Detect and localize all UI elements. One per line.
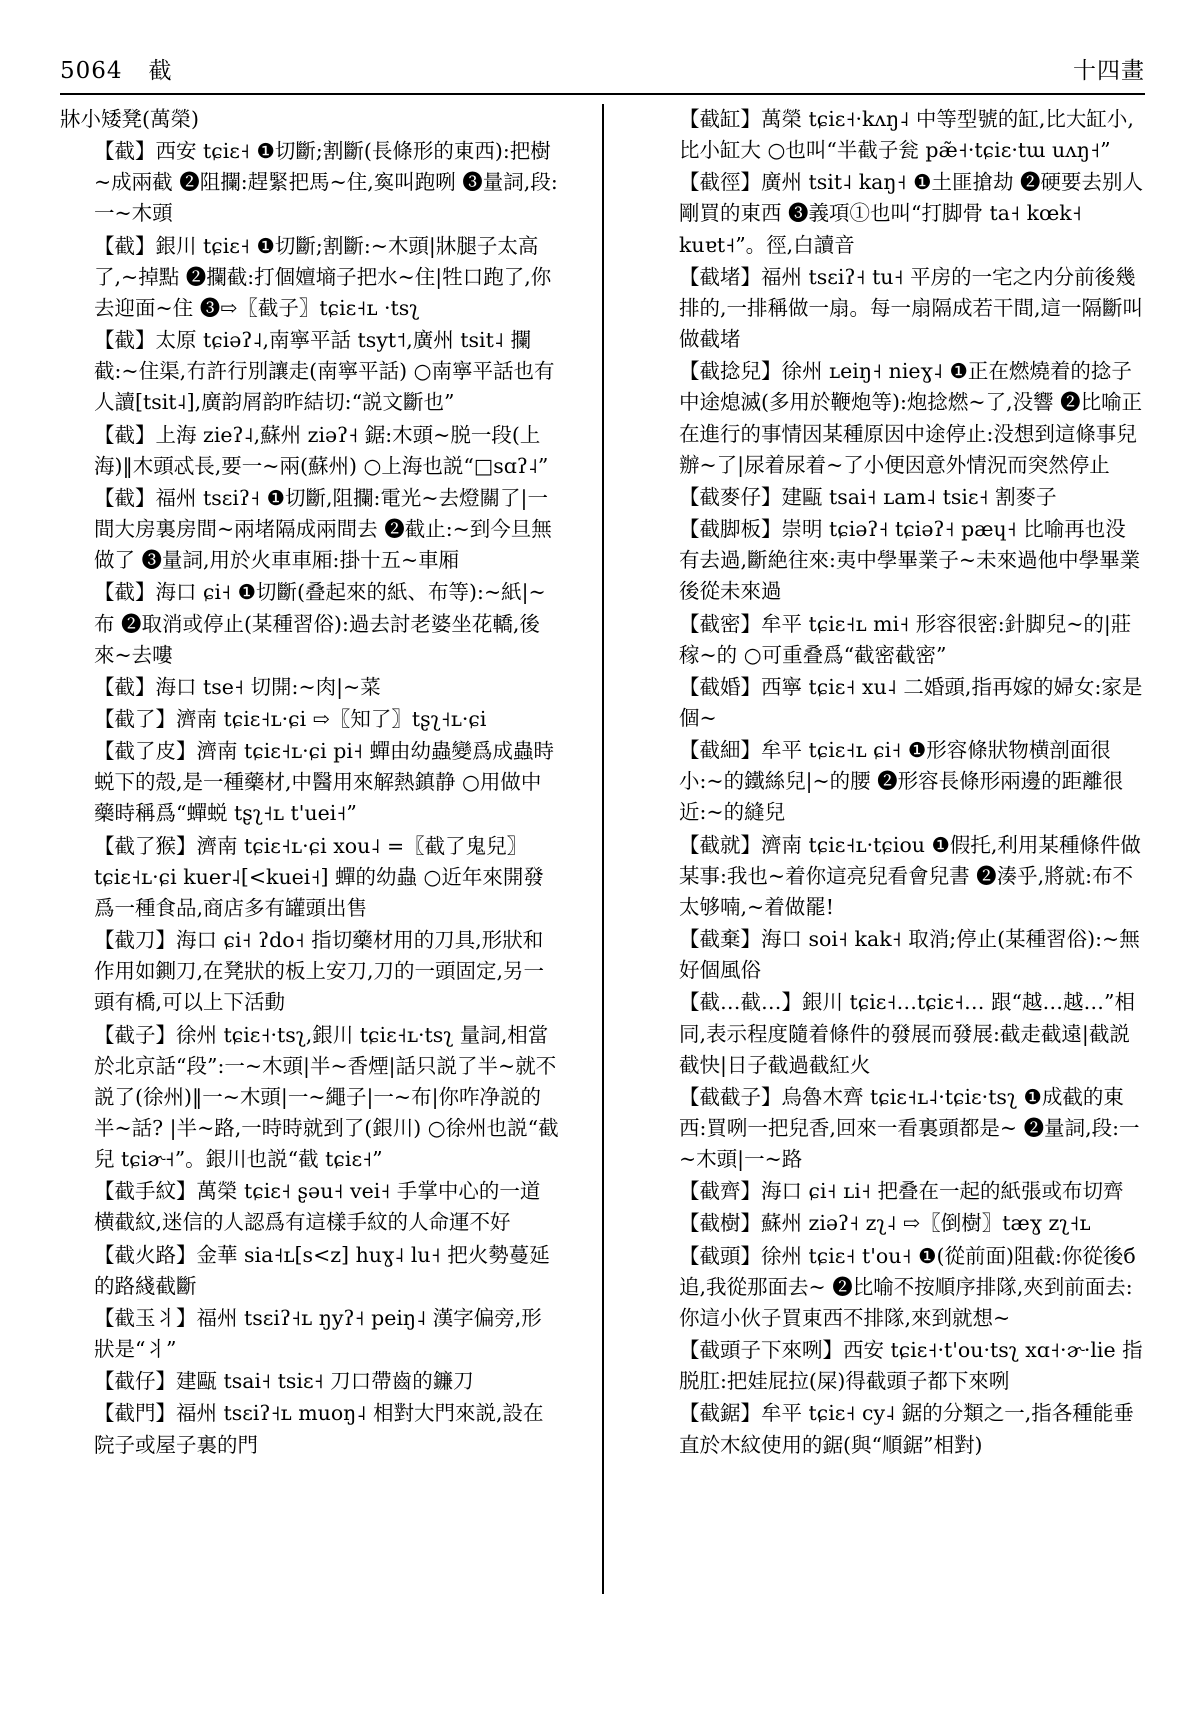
dict-entry: 【截徑】廣州 tsit˨ kaŋ˧ ❶土匪搶劫 ❷硬要去别人剛買的東西 ❸義項①也叫“打脚骨 ta˧ kœk˧ kuɐt˧”。徑,白讀音	[679, 170, 1144, 257]
dict-entry: 【截】上海 zieʔ˨,蘇州 ziəʔ˧ 鋸:木頭~脱一段(上海)‖木頭忒長,要一~兩(蘇州) ○上海也説“□sɑʔ˨”	[94, 422, 549, 478]
dict-entry: 【截火路】金華 sia˧ʟ[s<z] huɣ˨ lu˧ 把火勢蔓延的路綫截斷	[94, 1242, 550, 1298]
dict-entry: 【截刀】海口 ɕi˧ ʔdo˧ 指切藥材用的刀具,形狀和作用如鍘刀,在凳狀的板上安刀,刀的一頭固定,另一頭有橋,可以上下活動	[94, 928, 545, 1015]
dict-entry: 【截…截…】銀川 tɕiɛ˧…tɕiɛ˧… 跟“越…越…”相同,表示程度隨着條件的發展而發展:截走截遠|截説截快|日子截過截紅火	[679, 990, 1136, 1077]
dict-entry: 【截】海口 ɕi˧ ❶切斷(叠起來的紙、布等):~紙|~布 ❷取消或停止(某種習俗):過去討老婆坐花轎,後來~去嘍	[94, 580, 546, 667]
dict-entry: 【截門】福州 tsɛiʔ˧ʟ muoŋ˨ 相對大門來説,設在院子或屋子裏的門	[94, 1401, 544, 1457]
head-character: 截	[148, 58, 173, 84]
dict-entry: 【截了皮】濟南 tɕiɛ˧ʟ·ɕi pi˧ 蟬由幼蟲變爲成蟲時蜕下的殻,是一種藥材,中醫用來解熱鎮静 ○用做中藥時稱爲“蟬蜕 tʂʅ˧ʟ t'uei˧”	[94, 739, 555, 826]
dict-entry: 【截頭子下來咧】西安 tɕiɛ˧·t'ou·tsʅ xɑ˧·ɚ·lie 指脱肛:把娃屁拉(屎)得截頭子都下來咧	[679, 1338, 1143, 1394]
header-rule	[60, 93, 1145, 95]
stroke-count-label: 十四畫	[1073, 58, 1145, 84]
dict-entry: 【截了猴】濟南 tɕiɛ˧ʟ·ɕi xou˨ =〖截了鬼兒〗tɕiɛ˧ʟ·ɕi kuer˨[<kuei˧] 蟬的幼蟲 ○近年來開發爲一種食品,商店多有罐頭出售	[94, 833, 544, 920]
dict-entry: 【截了】濟南 tɕiɛ˧ʟ·ɕi ⇨〖知了〗tʂʅ˧ʟ·ɕi	[94, 706, 487, 731]
dict-entry: 【截缸】萬榮 tɕiɛ˧·kʌŋ˨ 中等型號的缸,比大缸小,比小缸大 ○也叫“半截子瓮 pæ̃˧·tɕiɛ·tɯ uʌŋ˧”	[679, 107, 1134, 163]
column-divider	[602, 104, 604, 1594]
dict-entry: 【截】海口 tse˧ 切開:~肉|~菜	[94, 674, 381, 699]
dict-entry: 【截齊】海口 ɕi˧ ʟi˧ 把叠在一起的紙張或布切齊	[679, 1179, 1124, 1204]
dict-entry: 【截麥仔】建甌 tsai˧ ʟam˨ tsiɛ˧ 割麥子	[679, 484, 1057, 509]
dict-entry: 【截捻兒】徐州 ʟeiŋ˧ nieɣ˨ ❶正在燃燒着的捻子中途熄滅(多用於鞭炮等):炮捻燃~了,没響 ❷比喻正在進行的事情因某種原因中途停止:没想到這條事兒辦~了|尿着尿着~了小便因意外情況而突然停止	[679, 359, 1143, 477]
dict-entry: 【截密】牟平 tɕiɛ˧ʟ mi˧ 形容很密:針脚兒~的|莊稼~的 ○可重叠爲“截密截密”	[679, 611, 1132, 667]
dict-entry: 【截手紋】萬榮 tɕiɛ˧ ʂəu˧ vei˧ 手掌中心的一道横截紋,迷信的人認爲有這樣手紋的人命運不好	[94, 1179, 541, 1235]
dict-entry: 【截】福州 tsɛiʔ˧ ❶切斷,阻攔:電光~去燈關了|一間大房裏房間~兩堵隔成兩間去 ❷截止:~到今旦無做了 ❸量詞,用於火車車厢:掛十五~車厢	[94, 485, 552, 573]
continuation-line: 牀小矮凳(萬榮)	[60, 107, 199, 131]
dict-entry: 【截婚】西寧 tɕiɛ˧ xu˨ 二婚頭,指再嫁的婦女:家是個~	[679, 674, 1143, 730]
right-column	[645, 104, 1145, 1664]
page-number: 5064	[60, 58, 123, 84]
dict-entry: 【截玉丬】福州 tsɛiʔ˧ʟ ŋyʔ˧ peiŋ˨ 漢字偏旁,形狀是“丬”	[94, 1305, 542, 1362]
dict-entry: 【截】太原 tɕiəʔ˨,南寧平話 tsyt˦,廣州 tsit˨ 攔截:~住渠,冇許行別讓走(南寧平話) ○南寧平話也有人讀[tsit˨],廣韵屑韵昨結切:“説文斷也”	[94, 328, 555, 415]
dict-entry: 【截】西安 tɕiɛ˧ ❶切斷;割斷(長條形的東西):把樹~成兩截 ❷阻攔:趕緊把馬~住,寏叫跑咧 ❸量詞,段:一~木頭	[94, 139, 558, 226]
dict-entry: 【截樹】蘇州 ziəʔ˧ zʅ˨ ⇨〖倒樹〗tæɣ zʅ˧ʟ	[679, 1211, 1091, 1236]
left-column	[60, 104, 560, 1664]
dict-entry: 【截截子】烏魯木齊 tɕiɛ˧ʟ˨·tɕiɛ·tsʅ ❶成截的東西:買咧一把兒香,回來一看裏頭都是~ ❷量詞,段:一~木頭|一~路	[679, 1084, 1140, 1172]
dict-entry: 【截細】牟平 tɕiɛ˧ʟ ɕi˧ ❶形容條狀物横剖面很小:~的鐵絲兒|~的腰 ❷形容長條形兩邊的距離很近:~的縫兒	[679, 738, 1124, 825]
body-columns	[60, 104, 1145, 1664]
dict-entry: 【截脚板】崇明 tɕiəʔ˧ tɕiəʔ˧ pæɥ˧ 比喻再也没有去過,斷絶往來:夷中學畢業子~未來過他中學畢業後從未來過	[679, 517, 1141, 604]
dict-entry: 【截棄】海口 soi˧ kak˧ 取消;停止(某種習俗):~無好個風俗	[679, 927, 1140, 983]
dict-entry: 【截鋸】牟平 tɕiɛ˧ cy˨ 鋸的分類之一,指各種能垂直於木紋使用的鋸(與“順鋸”相對)	[679, 1401, 1134, 1457]
dict-entry: 【截堵】福州 tsɛiʔ˧ tu˧ 平房的一宅之内分前後幾排的,一排稱做一扇。每一扇隔成若干間,這一隔斷叫做截堵	[679, 264, 1144, 352]
dict-entry: 【截】銀川 tɕiɛ˧ ❶切斷;割斷:~木頭|牀腿子太高了,~掉點 ❷攔截:打個嬗墒子把水~住|牲口跑了,你去迎面~住 ❸⇨〖截子〗tɕiɛ˧ʟ ·tsʅ	[94, 233, 552, 320]
header-left	[60, 52, 173, 85]
dict-entry: 【截仔】建甌 tsai˧ tsiɛ˧ 刀口帶齒的鐮刀	[94, 1369, 474, 1394]
page-header	[60, 52, 1145, 85]
dict-entry: 【截頭】徐州 tɕiɛ˧ t'ou˧ ❶(從前面)阻截:你從後б追,我從那面去~ ❷比喻不按順序排隊,夾到前面去:你這小伙子買東西不排隊,來到就想~	[679, 1243, 1136, 1330]
dict-entry: 【截子】徐州 tɕiɛ˧·tsʅ,銀川 tɕiɛ˧ʟ·tsʅ 量詞,相當於北京話“段”:一~木頭|半~香煙|話只説了半~就不説了(徐州)‖一~木頭|一~繩子|一~布|你咋净説的半~話? |半~路,一時時就到了(銀川) ○徐州也説“截兒 tɕiɚ˧”。銀川也説“截 tɕiɛ˧”	[94, 1022, 559, 1172]
dict-entry: 【截就】濟南 tɕiɛ˧ʟ·tɕiou ❶假托,利用某種條件做某事:我也~着你這亮兒看會兒書 ❷湊乎,將就:布不太够喃,~着做罷!	[679, 832, 1141, 919]
